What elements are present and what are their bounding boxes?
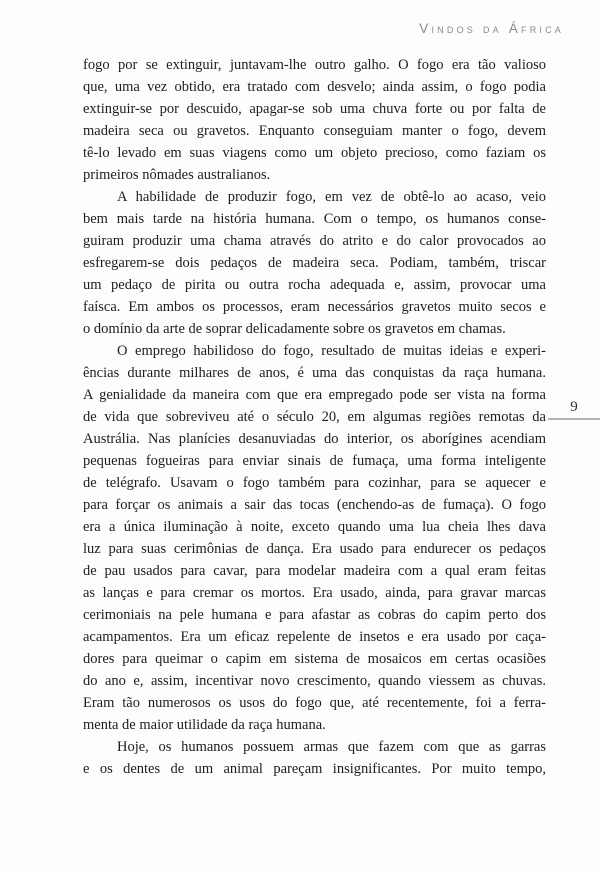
- body-text-line: pequenas fogueiras para enviar sinais de fumaça, uma forma inteligente: [83, 453, 546, 469]
- body-text-line: A genialidade da maneira com que era empregado pode ser vista na forma: [83, 387, 546, 403]
- body-text-line: Eram tão numerosos os usos do fogo que, até recentemente, foi a ferra-: [83, 695, 546, 711]
- body-text-line: que, uma vez obtido, era tratado com desvelo; ainda assim, o fogo podia: [83, 79, 546, 95]
- body-text-line: de telégrafo. Usavam o fogo também para cozinhar, para se aquecer e: [83, 475, 546, 491]
- body-text-line: cerimoniais na pele humana e para afastar as cobras do capim perto dos: [83, 607, 546, 623]
- body-text-line: um pedaço de pirita ou outra rocha adequada e, assim, provocar uma: [83, 277, 546, 293]
- body-text-line: Austrália. Nas planícies desanuviadas do interior, os aborígines acendiam: [83, 431, 546, 447]
- body-text-line: era a única iluminação à noite, exceto quando uma lua cheia lhes dava: [83, 519, 546, 535]
- body-text-line: o domínio da arte de soprar delicadamente sobre os gravetos em chamas.: [83, 321, 506, 337]
- body-text-line: madeira seca ou gravetos. Enquanto conseguiam manter o fogo, devem: [83, 123, 546, 139]
- body-text-line: extinguir-se por descuido, apagar-se sob uma chuva forte ou por falta de: [83, 101, 546, 117]
- running-header: Vindos da África: [419, 21, 564, 36]
- body-text-line: tê-lo levado em suas viagens como um objeto precioso, como faziam os: [83, 145, 546, 161]
- page-number: 9: [570, 399, 578, 415]
- text-column: [83, 54, 546, 780]
- body-text-line: de vida que sobreviveu até o século 20, em algumas regiões remotas da: [83, 409, 546, 425]
- body-text-line: menta de maior utilidade da raça humana.: [83, 717, 326, 733]
- body-text-line: ências durante milhares de anos, é uma das conquistas da raça humana.: [83, 365, 546, 381]
- body-text-line: luz para suas cerimônias de dança. Era usado para endurecer os pedaços: [83, 541, 546, 557]
- body-text-line: as lanças e para cremar os mortos. Era usado, ainda, para gravar marcas: [83, 585, 546, 601]
- body-text-line: de pau usados para cavar, para modelar madeira com a qual eram feitas: [83, 563, 546, 579]
- body-text-line: e os dentes de um animal pareçam insignificantes. Por muito tempo,: [83, 761, 546, 777]
- body-text-line: acampamentos. Era um eficaz repelente de insetos e era usado por caça-: [83, 629, 546, 645]
- body-text-line: primeiros nômades australianos.: [83, 167, 271, 183]
- body-text-line: faísca. Em ambos os processos, eram necessários gravetos muito secos e: [83, 299, 546, 315]
- body-text-line: O emprego habilidoso do fogo, resultado de muitas ideias e experi-: [117, 343, 546, 359]
- body-text-line: bem mais tarde na história humana. Com o tempo, os humanos conse-: [83, 211, 546, 227]
- body-text-line: esfregarem-se dois pedaços de madeira seca. Podiam, também, triscar: [83, 255, 546, 271]
- body-text-line: fogo por se extinguir, juntavam-lhe outro galho. O fogo era tão valioso: [83, 57, 546, 73]
- body-text-line: A habilidade de produzir fogo, em vez de obtê-lo ao acaso, veio: [117, 189, 546, 205]
- body-text-line: dores para queimar o capim em sistema de mosaicos em certas ocasiões: [83, 651, 546, 667]
- body-text-line: para forçar os animais a sair das tocas (enchendo-as de fumaça). O fogo: [83, 497, 546, 513]
- body-text-line: do ano e, assim, incentivar novo crescimento, quando viessem as chuvas.: [83, 673, 546, 689]
- body-text-line: guiram produzir uma chama através do atrito e do calor provocados ao: [83, 233, 546, 249]
- page-number-marker: [548, 399, 600, 420]
- body-text-line: Hoje, os humanos possuem armas que fazem com que as garras: [117, 739, 546, 755]
